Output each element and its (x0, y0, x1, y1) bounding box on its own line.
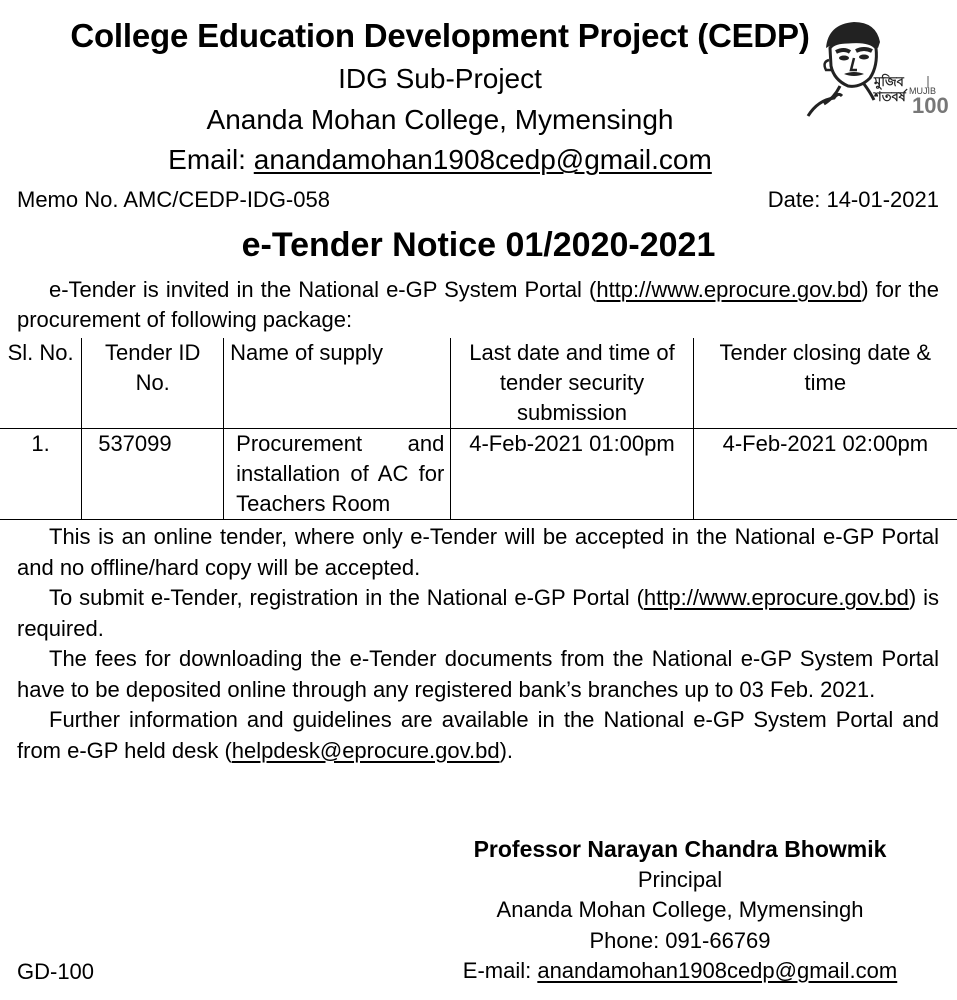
header-security-date: Last date and time of tender security submission (451, 338, 693, 429)
notice-body (17, 522, 939, 766)
header-email-link[interactable]: anandamohan1908cedp@gmail.com (253, 144, 712, 175)
signatory-name: Professor Narayan Chandra Bhowmik (473, 836, 887, 862)
cell-tender-id: 537099 (82, 429, 224, 520)
paragraph-registration (17, 583, 939, 644)
table-row (0, 429, 957, 520)
project-title: College Education Development Project (CEDP) (70, 17, 810, 54)
header-name-of-supply: Name of supply (224, 338, 451, 429)
signatory-title: Principal (637, 866, 723, 892)
p4-after: ). (499, 737, 514, 763)
eprocure-link-2[interactable]: http://www.eprocure.gov.bd (643, 585, 909, 610)
cell-name-of-supply: Procurement and installation of AC for Teachers Room (224, 429, 451, 520)
header-tender-id: Tender ID No. (82, 338, 224, 429)
header-closing-date: Tender closing date & time (693, 338, 957, 429)
logo-bangla-text: মুজিব শতবর্ষ (874, 74, 906, 104)
memo-row (17, 185, 939, 215)
cell-closing-date: 4-Feb-2021 02:00pm (693, 429, 957, 520)
signature-block (430, 834, 930, 987)
footer-code: GD-100 (17, 959, 95, 984)
logo-100-text: 100 (912, 93, 949, 118)
signatory-email-link[interactable]: anandamohan1908cedp@gmail.com (537, 958, 898, 983)
p4-before: Further information and guidelines are available in the National e-GP System Portal and from e-GP held desk ( (17, 707, 939, 763)
header-email-label: Email: (168, 144, 254, 175)
notice-header (0, 14, 880, 180)
logo-mujib-text: MUJIB (909, 86, 936, 96)
eprocure-link[interactable]: http://www.eprocure.gov.bd (596, 277, 862, 302)
mujib-borsho-logo (804, 16, 949, 120)
memo-number: Memo No. AMC/CEDP-IDG-058 (17, 187, 330, 212)
paragraph-fees: The fees for downloading the e-Tender documents from the National e-GP System Portal have to be deposited online through any registered bank’s branches up to 03 Feb. 2021. (17, 646, 939, 702)
cell-security-date: 4-Feb-2021 01:00pm (451, 429, 693, 520)
cell-sl-no: 1. (0, 429, 82, 520)
header-email-line (0, 140, 880, 180)
signatory-phone: Phone: 091-66769 (589, 927, 771, 953)
paragraph-online-tender: This is an online tender, where only e-Tender will be accepted in the National e-GP Portal and no offline/hard copy will be accepted. (17, 524, 939, 580)
tender-table (0, 338, 957, 520)
subproject-line: IDG Sub-Project (338, 63, 542, 94)
p2-after: ) is required. (17, 585, 939, 641)
p2-before: To submit e-Tender, registration in the National e-GP Portal ( (49, 585, 644, 610)
intro-text-before: e-Tender is invited in the National e-GP System Portal ( (49, 277, 597, 302)
paragraph-further-info (17, 705, 939, 766)
intro-text-after: ) for the procurement of following package: (17, 277, 939, 332)
intro-paragraph (17, 275, 939, 335)
college-line: Ananda Mohan College, Mymensingh (206, 104, 674, 135)
helpdesk-email-link[interactable]: helpdesk@eprocure.gov.bd (231, 737, 500, 763)
table-header-row (0, 338, 957, 429)
signatory-college: Ananda Mohan College, Mymensingh (496, 897, 864, 922)
notice-title: e-Tender Notice 01/2020-2021 (241, 226, 716, 264)
memo-date: Date: 14-01-2021 (767, 187, 939, 212)
signatory-email-label: E-mail: (462, 958, 538, 983)
signatory-email-line (430, 956, 930, 987)
header-sl-no: Sl. No. (0, 338, 82, 429)
